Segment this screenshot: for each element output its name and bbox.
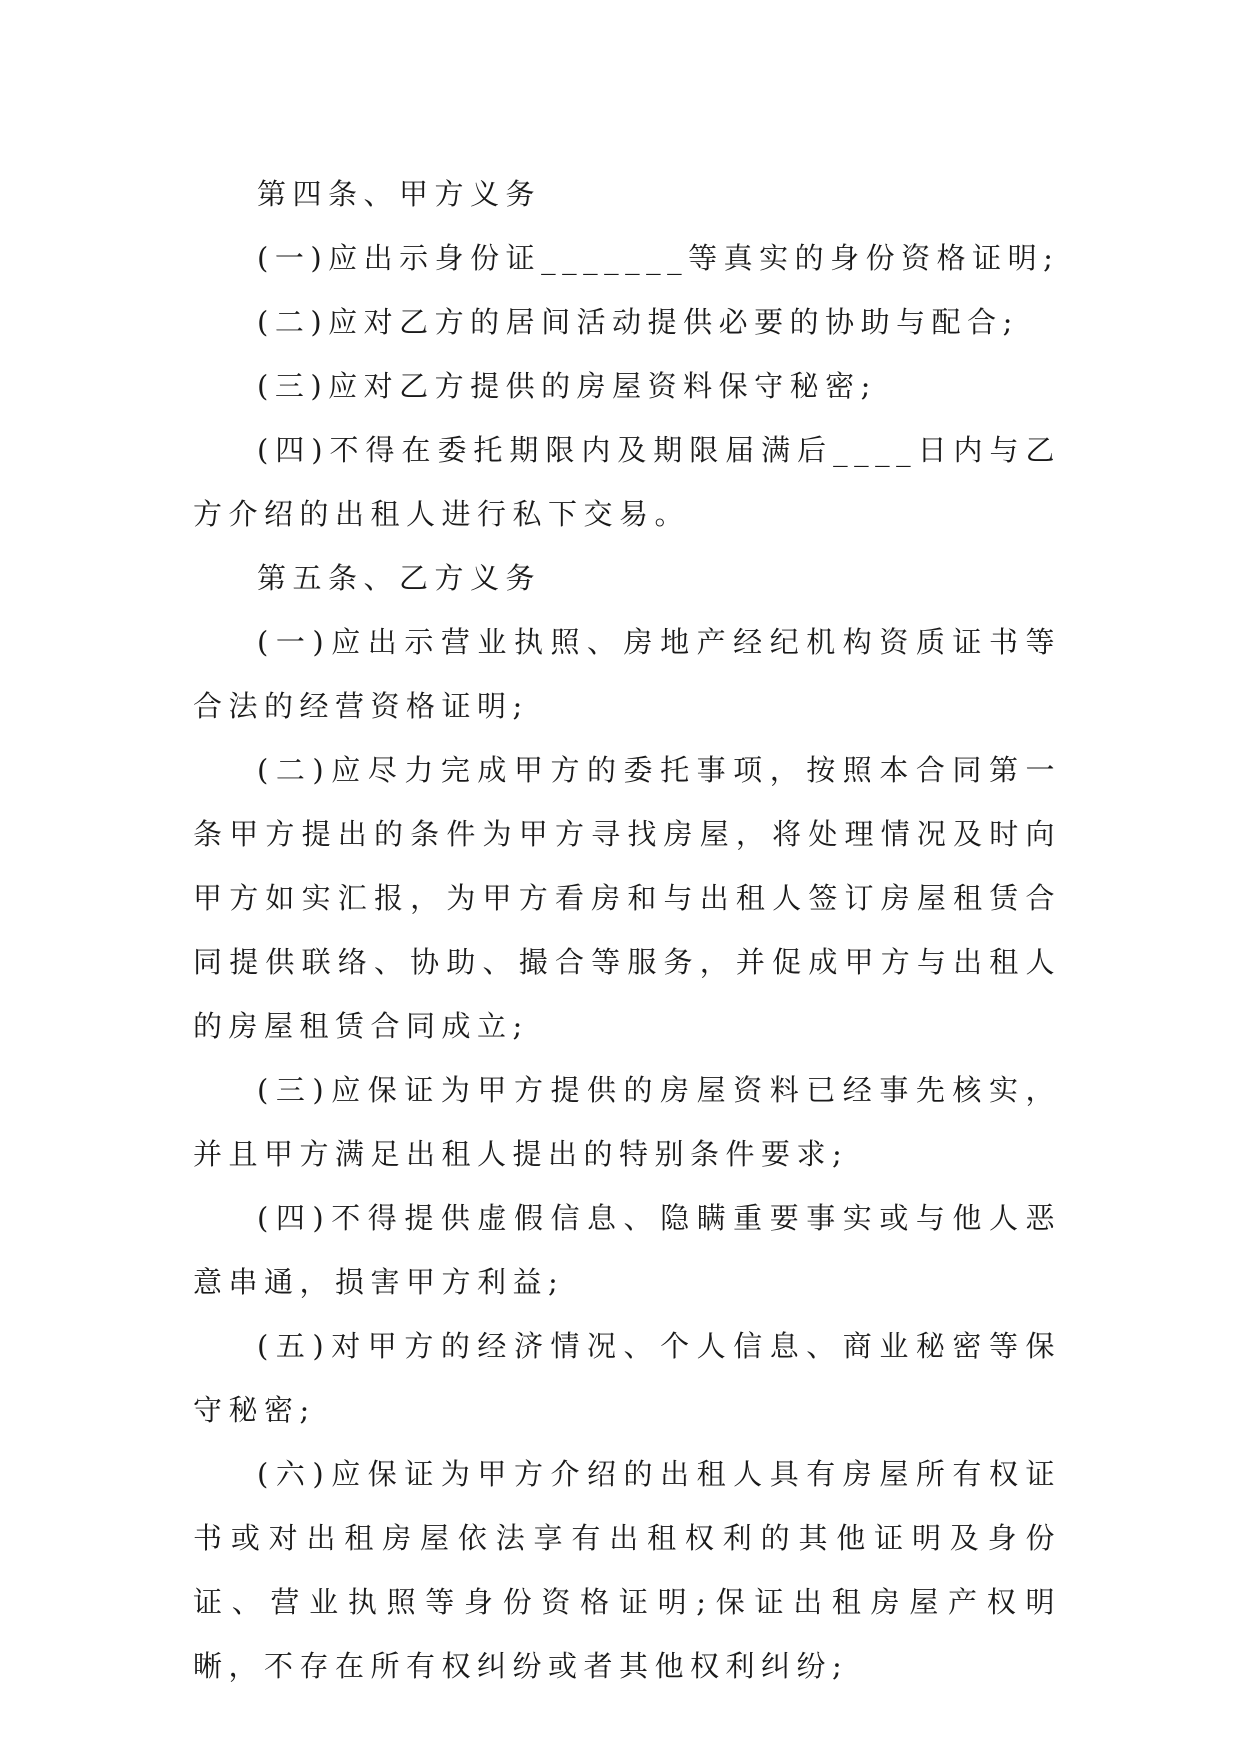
article-5-heading: 第五条、乙方义务	[257, 561, 542, 595]
article-5-clause-6: (六)应保证为甲方介绍的出租人具有房屋所有权证书或对出租房屋依法享有出租权利的其他证明及身份证、营业执照等身份资格证明;保证出租房屋产权明晰，不存在所有权纠纷或者其他权利纠纷;	[193, 1457, 1061, 1683]
article-4-clause-4: (四)不得在委托期限内及期限届满后____日内与乙方介绍的出租人进行私下交易。	[193, 433, 1061, 531]
article-5-clause-2: (二)应尽力完成甲方的委托事项，按照本合同第一条甲方提出的条件为甲方寻找房屋，将处理情况及时向甲方如实汇报，为甲方看房和与出租人签订房屋租赁合同提供联络、协助、撮合等服务，并促成甲方与出租人的房屋租赁合同成立;	[193, 753, 1061, 1043]
article-4-clause-3: (三)应对乙方提供的房屋资料保守秘密;	[257, 369, 877, 403]
article-5-clause-5: (五)对甲方的经济情况、个人信息、商业秘密等保守秘密;	[193, 1329, 1061, 1427]
article-5-clause-1: (一)应出示营业执照、房地产经纪机构资质证书等合法的经营资格证明;	[193, 625, 1061, 723]
article-5-clause-3: (三)应保证为甲方提供的房屋资料已经事先核实，并且甲方满足出租人提出的特别条件要求;	[193, 1073, 1061, 1171]
article-4-clause-1: (一)应出示身份证_______等真实的身份资格证明;	[257, 241, 1060, 275]
article-4-heading: 第四条、甲方义务	[257, 177, 542, 211]
document-body	[193, 162, 1061, 1698]
article-5-clause-4: (四)不得提供虚假信息、隐瞒重要事实或与他人恶意串通，损害甲方利益;	[193, 1201, 1061, 1299]
article-4-clause-2: (二)应对乙方的居间活动提供必要的协助与配合;	[257, 305, 1019, 339]
